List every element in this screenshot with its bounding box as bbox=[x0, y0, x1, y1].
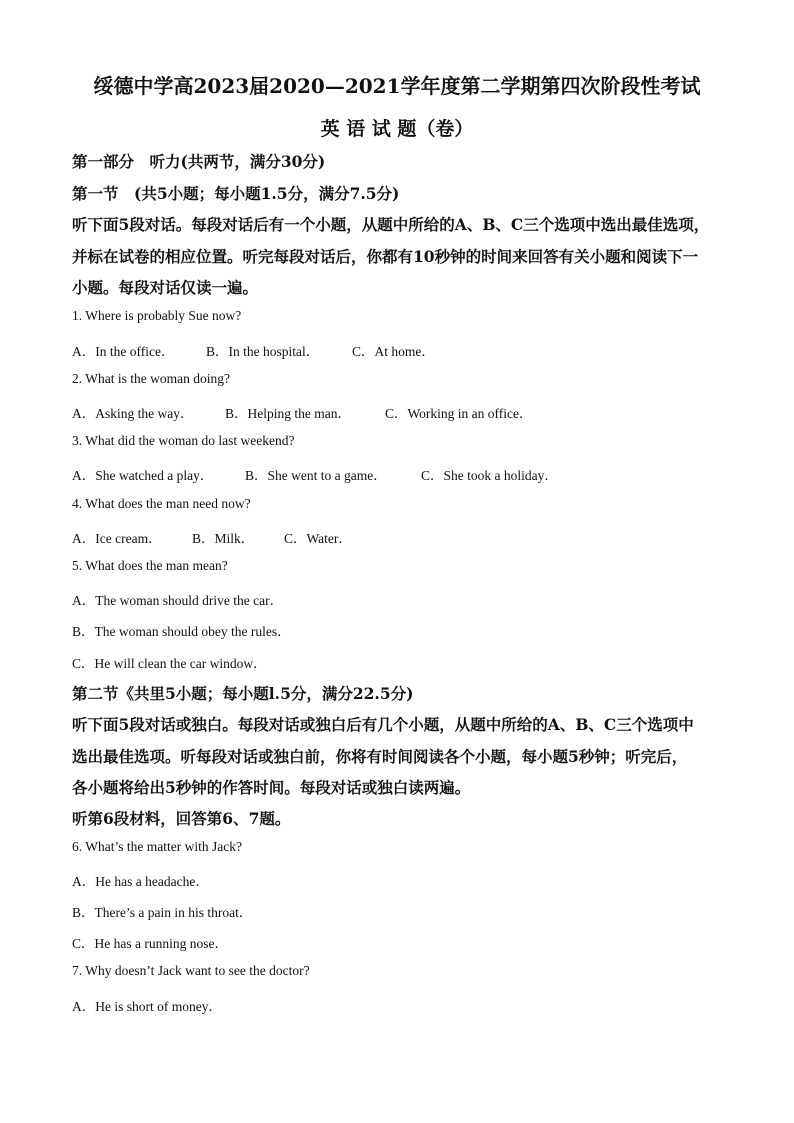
section2-instruction-line: 选出最佳选项。听每段对话或独白前，你将有时间阅读各个小题，每小题5秒钟；听完后， bbox=[72, 747, 688, 766]
question-2-options bbox=[72, 402, 533, 422]
section2-instruction-line: 听下面5段对话或独白。每段对话或独白后有几个小题，从题中所给的A、B、C三个选项中 bbox=[72, 715, 694, 734]
question-4-options bbox=[72, 527, 352, 547]
option-a: A．The woman should drive the car． bbox=[72, 593, 284, 608]
option-c: C．Working in an office． bbox=[385, 406, 533, 421]
section1-instruction-line: 小题。每段对话仅读一遍。 bbox=[72, 278, 259, 297]
section1-instruction-line: 听下面5段对话。每段对话后有一个小题，从题中所给的A、B、C三个选项中选出最佳选项， bbox=[72, 215, 710, 234]
option-a: A．He is short of money． bbox=[72, 999, 222, 1014]
option-b: B．She went to a game． bbox=[245, 468, 387, 483]
question-1: 1. Where is probably Sue now? bbox=[72, 308, 242, 323]
option-b: B．Milk． bbox=[192, 531, 255, 546]
part1-heading: 第一部分 听力(共两节，满分30分) bbox=[72, 152, 326, 171]
option-b: B．There’s a pain in his throat． bbox=[72, 905, 253, 920]
option-b: B．The woman should obey the rules． bbox=[72, 624, 291, 639]
option-c: C．At home． bbox=[352, 344, 435, 359]
option-a: A．In the office． bbox=[72, 344, 175, 359]
section2-heading: 第二节《共里5小题；每小题l.5分，满分22.5分) bbox=[72, 684, 414, 703]
option-c: C．Water． bbox=[284, 531, 352, 546]
option-b: B．Helping the man． bbox=[225, 406, 351, 421]
question-1-options bbox=[72, 340, 435, 360]
question-4: 4. What does the man need now? bbox=[72, 496, 251, 511]
question-2: 2. What is the woman doing? bbox=[72, 371, 230, 386]
option-a: A．Ice cream． bbox=[72, 531, 162, 546]
question-3-options bbox=[72, 464, 558, 484]
section1-heading: 第一节 (共5小题；每小题1.5分，满分7.5分) bbox=[72, 184, 400, 203]
option-a: A．She watched a play． bbox=[72, 468, 214, 483]
exam-subtitle: 英 语 试 题（卷） bbox=[320, 118, 474, 140]
section2-instruction-line: 各小题将给出5秒钟的作答时间。每段对话或独白读两遍。 bbox=[72, 778, 471, 797]
option-a: A．Asking the way． bbox=[72, 406, 194, 421]
question-6: 6. What’s the matter with Jack? bbox=[72, 839, 242, 854]
section1-instruction-line: 并标在试卷的相应位置。听完每段对话后，你都有10秒钟的时间来回答有关小题和阅读下一 bbox=[72, 247, 699, 266]
option-c: C．She took a holiday． bbox=[421, 468, 558, 483]
question-7: 7. Why doesn’t Jack want to see the doctor? bbox=[72, 963, 310, 978]
question-5: 5. What does the man mean? bbox=[72, 558, 228, 573]
passage-6-heading: 听第6段材料，回答第6、7题。 bbox=[72, 809, 291, 828]
question-3: 3. What did the woman do last weekend? bbox=[72, 433, 295, 448]
option-c: C．He will clean the car window． bbox=[72, 656, 267, 671]
exam-title: 绥德中学高2023届2020—2021学年度第二学期第四次阶段性考试 bbox=[93, 74, 701, 98]
option-a: A．He has a headache． bbox=[72, 874, 209, 889]
option-b: B．In the hospital． bbox=[206, 344, 320, 359]
option-c: C．He has a running nose． bbox=[72, 936, 228, 951]
